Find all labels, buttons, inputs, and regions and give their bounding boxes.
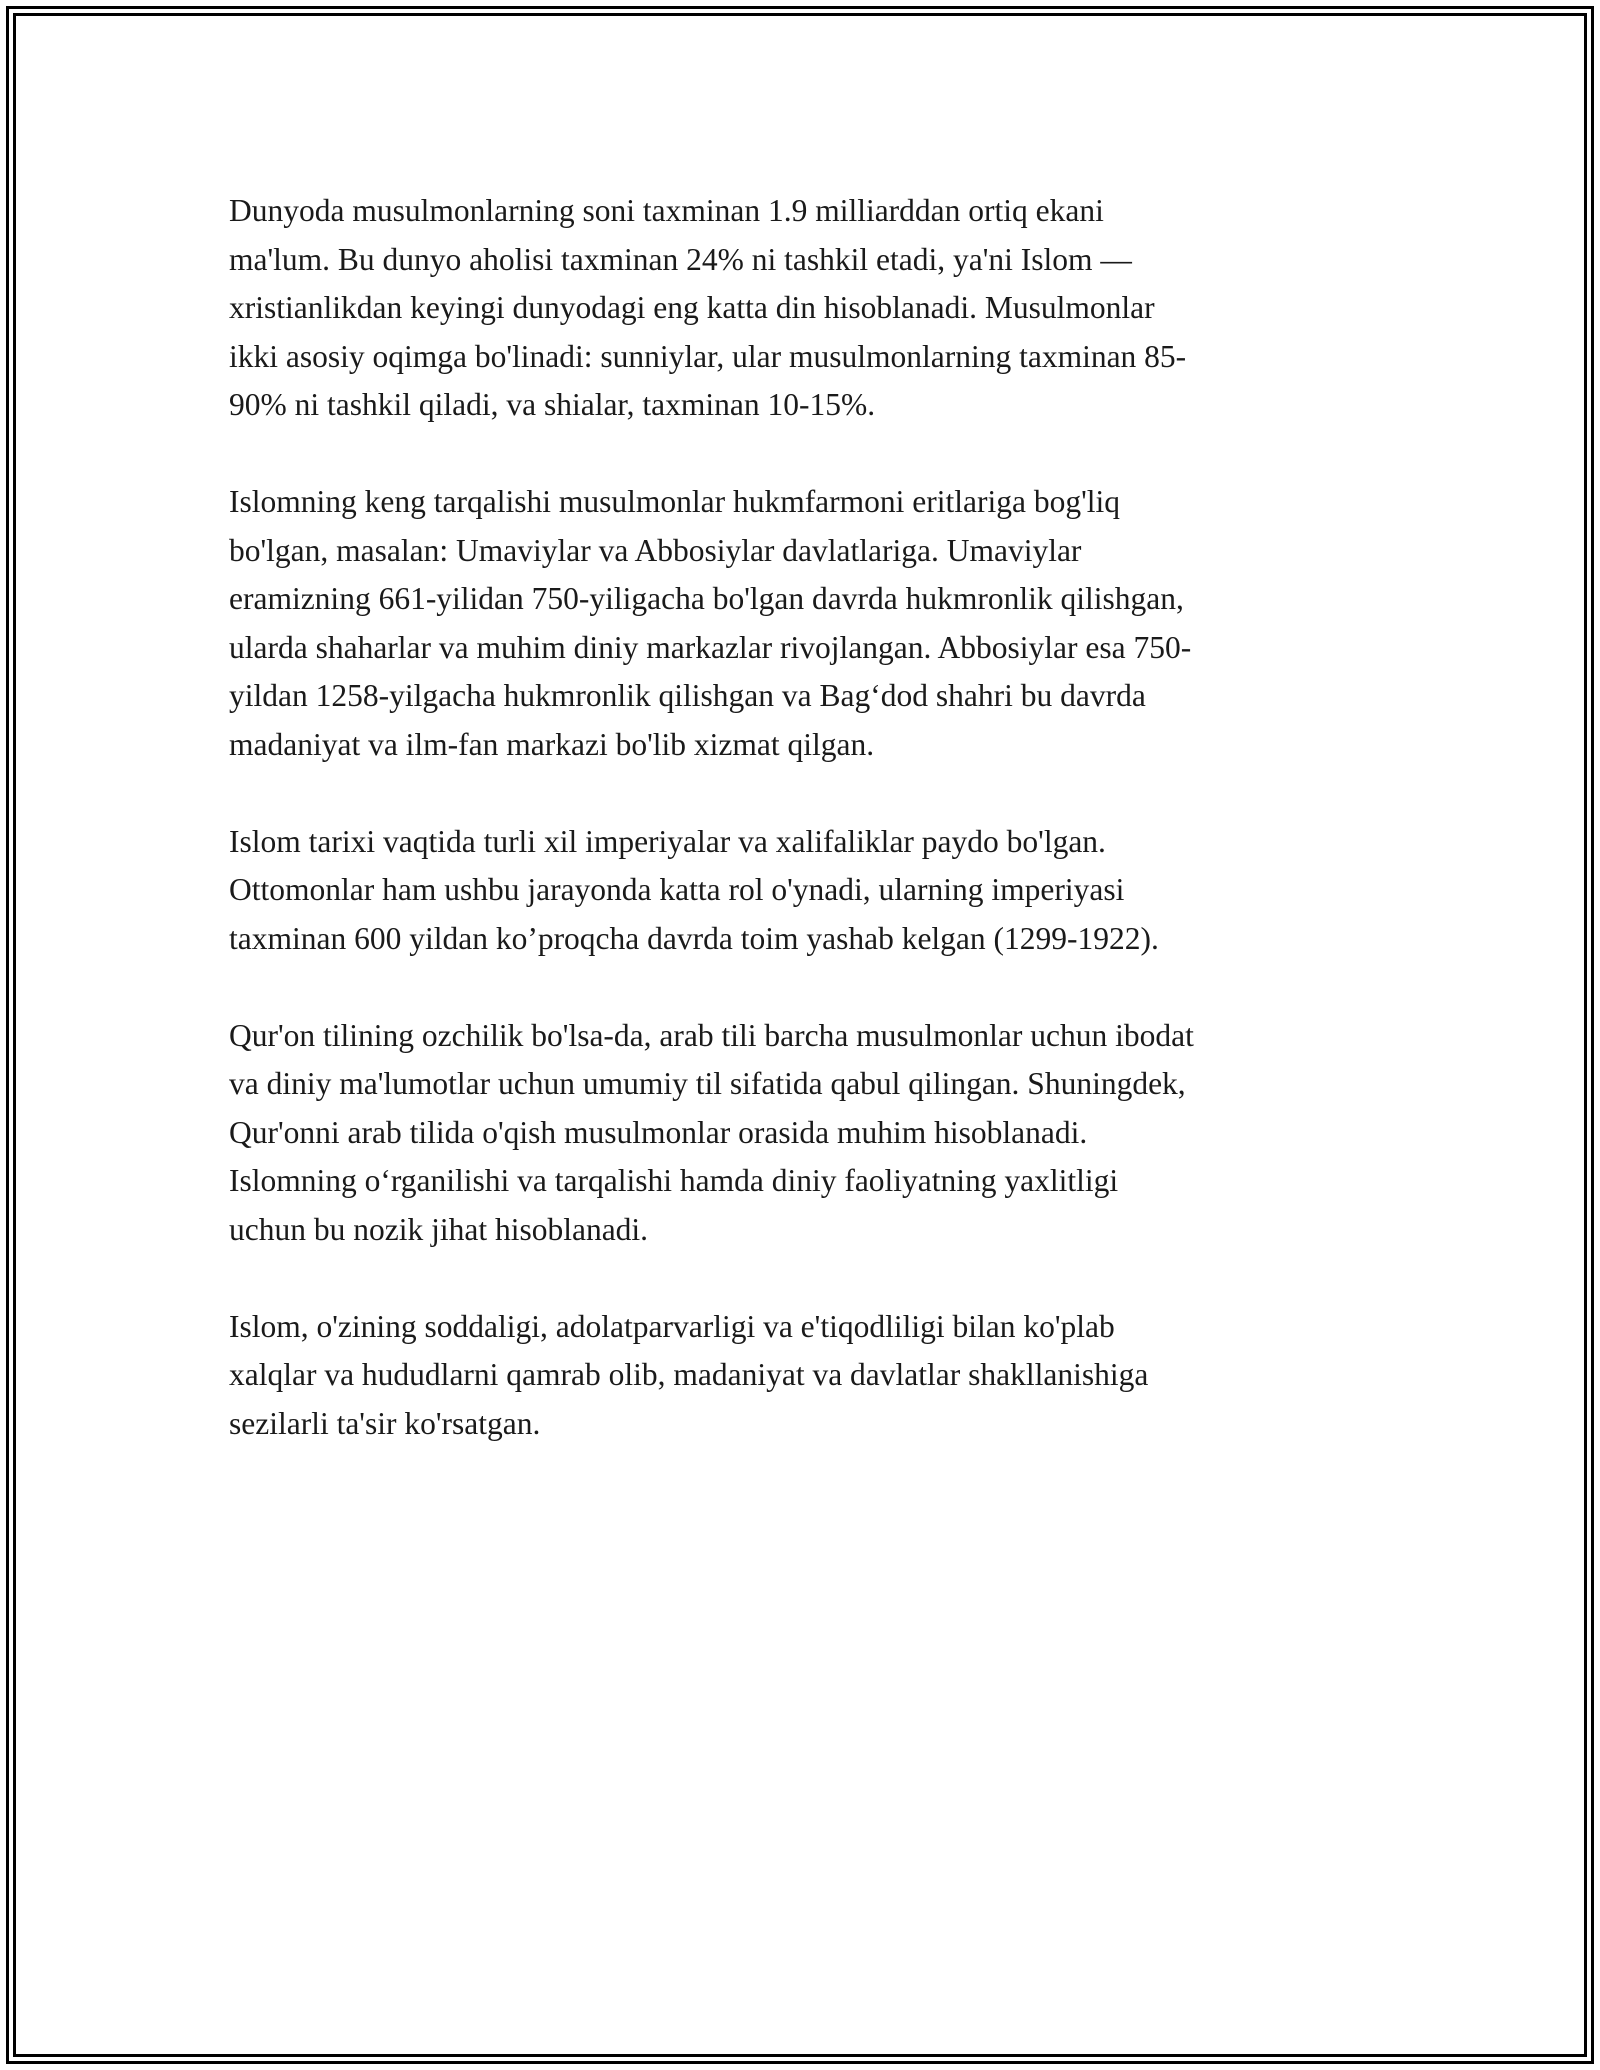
paragraph-arabic-language	[229, 1012, 1379, 1255]
text-line: Islomning o‘rganilishi va tarqalishi hamda diniy faoliyatning yaxlitligi	[229, 1163, 1119, 1198]
text-line: Islomning keng tarqalishi musulmonlar hukmfarmoni eritlariga bog'liq	[229, 484, 1121, 519]
paragraph-conclusion	[229, 1303, 1379, 1449]
text-line: ma'lum. Bu dunyo aholisi taxminan 24% ni tashkil etadi, ya'ni Islom —	[229, 241, 1132, 277]
text-line: sezilarli ta'sir ko'rsatgan.	[229, 1405, 541, 1441]
text-line: Islom tarixi vaqtida turli xil imperiyalar va xalifaliklar paydo bo'lgan.	[229, 823, 1106, 859]
paragraph-empires	[229, 818, 1379, 964]
text-line: Islom, o'zining soddaligi, adolatparvarligi va e'tiqodliligi bilan ko'plab	[229, 1308, 1115, 1344]
text-line: yildan 1258-yilgacha hukmronlik qilishgan va Bag‘dod shahri bu davrda	[229, 678, 1146, 713]
paragraph-muslim-population	[229, 187, 1379, 430]
text-line: ularda shaharlar va muhim diniy markazlar rivojlangan. Abbosiylar esa 750-	[229, 629, 1192, 665]
text-line: 90% ni tashkil qiladi, va shialar, taxminan 10-15%.	[229, 387, 876, 422]
text-line: Qur'on tilining ozchilik bo'lsa-da, arab tili barcha musulmonlar uchun ibodat	[229, 1017, 1194, 1053]
paragraph-caliphates	[229, 478, 1379, 769]
text-line: taxminan 600 yildan ko’proqcha davrda toim yashab kelgan (1299-1922).	[229, 920, 1159, 956]
document-body	[229, 187, 1379, 1497]
text-line: madaniyat va ilm-fan markazi bo'lib xizmat qilgan.	[229, 726, 875, 762]
text-line: Qur'onni arab tilida o'qish musulmonlar orasida muhim hisoblanadi.	[229, 1114, 1088, 1150]
text-line: ikki asosiy oqimga bo'linadi: sunniylar, ular musulmonlarning taxminan 85-	[229, 338, 1187, 374]
text-line: Dunyoda musulmonlarning soni taxminan 1.9 milliarddan ortiq ekani	[229, 193, 1104, 228]
text-line: Ottomonlar ham ushbu jarayonda katta rol o'ynadi, ularning imperiyasi	[229, 872, 1125, 907]
text-line: bo'lgan, masalan: Umaviylar va Abbosiylar davlatlariga. Umaviylar	[229, 532, 1082, 568]
text-line: uchun bu nozik jihat hisoblanadi.	[229, 1211, 649, 1247]
text-line: xalqlar va hududlarni qamrab olib, madaniyat va davlatlar shakllanishiga	[229, 1357, 1149, 1392]
text-line: xristianlikdan keyingi dunyodagi eng katta din hisoblanadi. Musulmonlar	[229, 290, 1155, 325]
text-line: va diniy ma'lumotlar uchun umumiy til sifatida qabul qilingan. Shuningdek,	[229, 1066, 1186, 1101]
text-line: eramizning 661-yilidan 750-yiligacha bo'lgan davrda hukmronlik qilishgan,	[229, 581, 1184, 616]
